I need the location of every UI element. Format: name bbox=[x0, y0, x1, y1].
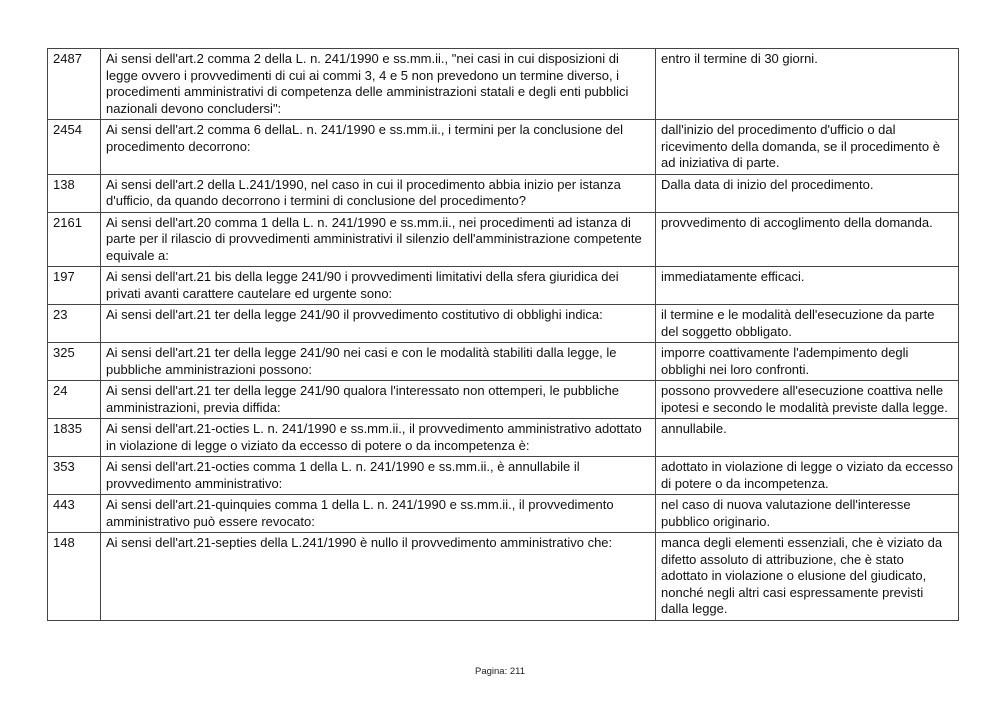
question-text: Ai sensi dell'art.21-quinquies comma 1 della L. n. 241/1990 e ss.mm.ii., il provvedimento amministrativo può essere revocato: bbox=[101, 495, 656, 533]
answer-text: nel caso di nuova valutazione dell'interesse pubblico originario. bbox=[656, 495, 959, 533]
question-id: 2487 bbox=[48, 49, 101, 120]
answer-text: manca degli elementi essenziali, che è viziato da difetto assoluto di attribuzione, che è stato adottato in violazione o elusione del giudicato, nonché negli altri casi espressamente previsti dalla legge. bbox=[656, 533, 959, 621]
question-text: Ai sensi dell'art.2 comma 6 dellaL. n. 241/1990 e ss.mm.ii., i termini per la conclusione del procedimento decorrono: bbox=[101, 120, 656, 175]
table-row bbox=[48, 533, 959, 621]
table-row bbox=[48, 343, 959, 381]
answer-text: adottato in violazione di legge o viziato da eccesso di potere o da incompetenza. bbox=[656, 457, 959, 495]
question-text: Ai sensi dell'art.2 della L.241/1990, nel caso in cui il procedimento abbia inizio per istanza d'ufficio, da quando decorrono i termini di conclusione del procedimento? bbox=[101, 174, 656, 212]
table-row bbox=[48, 174, 959, 212]
answer-text: immediatamente efficaci. bbox=[656, 267, 959, 305]
question-id: 24 bbox=[48, 381, 101, 419]
answer-text: annullabile. bbox=[656, 419, 959, 457]
table-row bbox=[48, 305, 959, 343]
answer-text: provvedimento di accoglimento della domanda. bbox=[656, 212, 959, 267]
question-text: Ai sensi dell'art.21 ter della legge 241/90 qualora l'interessato non ottemperi, le pubbliche amministrazioni, previa diffida: bbox=[101, 381, 656, 419]
answer-text: il termine e le modalità dell'esecuzione da parte del soggetto obbligato. bbox=[656, 305, 959, 343]
question-id: 197 bbox=[48, 267, 101, 305]
answer-text: dall'inizio del procedimento d'ufficio o dal ricevimento della domanda, se il procedimento è ad iniziativa di parte. bbox=[656, 120, 959, 175]
table-row bbox=[48, 49, 959, 120]
question-id: 138 bbox=[48, 174, 101, 212]
question-text: Ai sensi dell'art.2 comma 2 della L. n. 241/1990 e ss.mm.ii., "nei casi in cui disposizioni di legge ovvero i provvedimenti di cui ai commi 3, 4 e 5 non prevedono un termine diverso, i procedimenti amministrativi di competenza delle amministrazioni statali e degli enti pubblici nazionali devono concludersi": bbox=[101, 49, 656, 120]
table-row bbox=[48, 495, 959, 533]
table-row bbox=[48, 120, 959, 175]
question-id: 2161 bbox=[48, 212, 101, 267]
question-text: Ai sensi dell'art.21 ter della legge 241/90 nei casi e con le modalità stabiliti dalla legge, le pubbliche amministrazioni possono: bbox=[101, 343, 656, 381]
answer-text: imporre coattivamente l'adempimento degli obblighi nei loro confronti. bbox=[656, 343, 959, 381]
question-id: 353 bbox=[48, 457, 101, 495]
question-id: 23 bbox=[48, 305, 101, 343]
answer-text: possono provvedere all'esecuzione coattiva nelle ipotesi e secondo le modalità previste dalla legge. bbox=[656, 381, 959, 419]
table-row bbox=[48, 267, 959, 305]
question-id: 2454 bbox=[48, 120, 101, 175]
table-row bbox=[48, 457, 959, 495]
table-row bbox=[48, 419, 959, 457]
question-text: Ai sensi dell'art.21-septies della L.241/1990 è nullo il provvedimento amministrativo che: bbox=[101, 533, 656, 621]
question-text: Ai sensi dell'art.21 bis della legge 241/90 i provvedimenti limitativi della sfera giuridica dei privati avanti carattere cautelare ed urgente sono: bbox=[101, 267, 656, 305]
question-id: 148 bbox=[48, 533, 101, 621]
table-row bbox=[48, 381, 959, 419]
question-text: Ai sensi dell'art.20 comma 1 della L. n. 241/1990 e ss.mm.ii., nei procedimenti ad istanza di parte per il rilascio di provvedimenti amministrativi il silenzio dell'amministrazione competente equivale a: bbox=[101, 212, 656, 267]
question-id: 443 bbox=[48, 495, 101, 533]
page-number: Pagina: 211 bbox=[474, 666, 525, 677]
answer-text: Dalla data di inizio del procedimento. bbox=[656, 174, 959, 212]
question-id: 1835 bbox=[48, 419, 101, 457]
question-table bbox=[47, 48, 959, 621]
question-text: Ai sensi dell'art.21 ter della legge 241/90 il provvedimento costitutivo di obblighi indica: bbox=[101, 305, 656, 343]
answer-text: entro il termine di 30 giorni. bbox=[656, 49, 959, 120]
question-text: Ai sensi dell'art.21-octies L. n. 241/1990 e ss.mm.ii., il provvedimento amministrativo adottato in violazione di legge o viziato da eccesso di potere o da incompetenza è: bbox=[101, 419, 656, 457]
question-text: Ai sensi dell'art.21-octies comma 1 della L. n. 241/1990 e ss.mm.ii., è annullabile il provvedimento amministrativo: bbox=[101, 457, 656, 495]
table-row bbox=[48, 212, 959, 267]
question-id: 325 bbox=[48, 343, 101, 381]
